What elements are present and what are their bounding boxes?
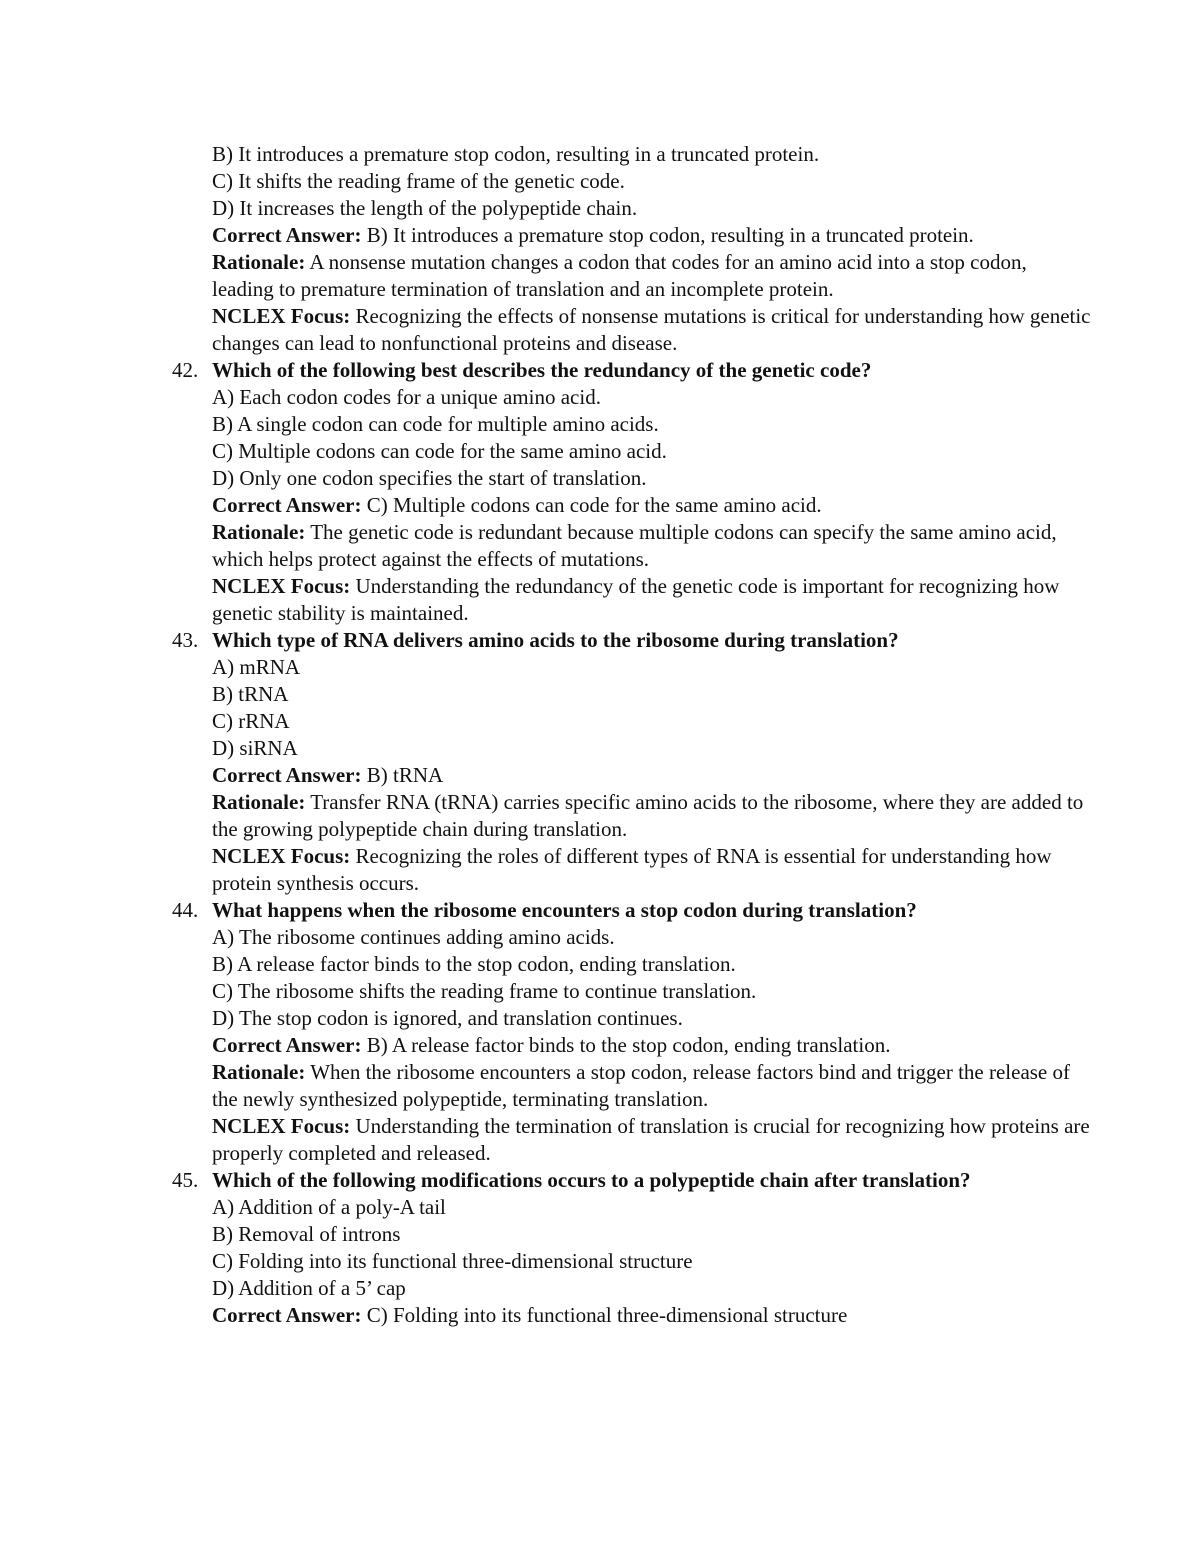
answer-label: Correct Answer: <box>212 1033 362 1057</box>
focus-label: NCLEX Focus: <box>212 844 351 868</box>
question-number: 43. <box>172 628 199 652</box>
answer-text: B) It introduces a premature stop codon, resulting in a truncated protein. <box>366 223 974 247</box>
focus-text: Understanding the termination of translation is crucial for recognizing how proteins are properly completed and released. <box>212 1114 1090 1165</box>
rationale-text: Transfer RNA (tRNA) carries specific amino acids to the ribosome, where they are added to the growing polypeptide chain during translation. <box>212 790 1084 841</box>
q45-question <box>172 1167 1092 1194</box>
answer-text: B) A release factor binds to the stop codon, ending translation. <box>366 1033 891 1057</box>
rationale-text: When the ribosome encounters a stop codon, release factors bind and trigger the release of the newly synthesized polypeptide, terminating translation. <box>212 1060 1070 1111</box>
q41-correct-answer <box>212 222 1092 249</box>
q42-nclex-focus <box>212 573 1092 627</box>
q45-option-d: D) Addition of a 5’ cap <box>212 1276 406 1300</box>
q44-correct-answer <box>212 1032 1092 1059</box>
answer-label: Correct Answer: <box>212 763 362 787</box>
q41-option-b: B) It introduces a premature stop codon, resulting in a truncated protein. <box>212 142 820 166</box>
q43-option-c: C) rRNA <box>212 709 290 733</box>
rationale-text: The genetic code is redundant because multiple codons can specify the same amino acid, which helps protect against the effects of mutations. <box>212 520 1057 571</box>
q41-option-c: C) It shifts the reading frame of the genetic code. <box>212 169 625 193</box>
q43-option-b: B) tRNA <box>212 682 289 706</box>
q41-option-d: D) It increases the length of the polypeptide chain. <box>212 196 638 220</box>
q44-option-c: C) The ribosome shifts the reading frame to continue translation. <box>212 979 757 1003</box>
focus-text: Recognizing the roles of different types of RNA is essential for understanding how protein synthesis occurs. <box>212 844 1052 895</box>
question-text: What happens when the ribosome encounters a stop codon during translation? <box>212 898 917 922</box>
rationale-label: Rationale: <box>212 1060 306 1084</box>
q43-question <box>172 627 1092 654</box>
q45-option-b: B) Removal of introns <box>212 1222 401 1246</box>
rationale-label: Rationale: <box>212 520 306 544</box>
q45-option-c: C) Folding into its functional three-dimensional structure <box>212 1249 693 1273</box>
q44-question <box>172 897 1092 924</box>
answer-label: Correct Answer: <box>212 223 362 247</box>
q42-option-a: A) Each codon codes for a unique amino acid. <box>212 385 601 409</box>
q44-nclex-focus <box>212 1113 1092 1167</box>
rationale-label: Rationale: <box>212 250 306 274</box>
page-content <box>172 141 1092 1329</box>
focus-label: NCLEX Focus: <box>212 574 351 598</box>
q43-nclex-focus <box>212 843 1092 897</box>
question-number: 45. <box>172 1168 199 1192</box>
q41-nclex-focus <box>212 303 1092 357</box>
question-text: Which of the following modifications occurs to a polypeptide chain after translation? <box>212 1168 971 1192</box>
answer-label: Correct Answer: <box>212 493 362 517</box>
rationale-label: Rationale: <box>212 790 306 814</box>
answer-text: C) Folding into its functional three-dimensional structure <box>366 1303 848 1327</box>
q42-option-d: D) Only one codon specifies the start of translation. <box>212 466 647 490</box>
question-number: 44. <box>172 898 199 922</box>
q42-option-c: C) Multiple codons can code for the same amino acid. <box>212 439 667 463</box>
q42-rationale <box>212 519 1092 573</box>
answer-label: Correct Answer: <box>212 1303 362 1327</box>
q43-rationale <box>212 789 1092 843</box>
q44-option-a: A) The ribosome continues adding amino acids. <box>212 925 615 949</box>
q44-option-b: B) A release factor binds to the stop codon, ending translation. <box>212 952 736 976</box>
answer-text: C) Multiple codons can code for the same amino acid. <box>366 493 822 517</box>
q41-rationale <box>212 249 1092 303</box>
focus-label: NCLEX Focus: <box>212 1114 351 1138</box>
focus-text: Understanding the redundancy of the genetic code is important for recognizing how genetic stability is maintained. <box>212 574 1060 625</box>
q44-option-d: D) The stop codon is ignored, and translation continues. <box>212 1006 683 1030</box>
q42-correct-answer <box>212 492 1092 519</box>
question-number: 42. <box>172 358 199 382</box>
q44-rationale <box>212 1059 1092 1113</box>
focus-label: NCLEX Focus: <box>212 304 351 328</box>
q45-option-a: A) Addition of a poly-A tail <box>212 1195 446 1219</box>
question-text: Which type of RNA delivers amino acids to the ribosome during translation? <box>212 628 899 652</box>
q42-question <box>172 357 1092 384</box>
rationale-text: A nonsense mutation changes a codon that codes for an amino acid into a stop codon, leading to premature termination of translation and an incomplete protein. <box>212 250 1027 301</box>
q43-option-a: A) mRNA <box>212 655 301 679</box>
question-text: Which of the following best describes the redundancy of the genetic code? <box>212 358 872 382</box>
q42-option-b: B) A single codon can code for multiple amino acids. <box>212 412 659 436</box>
focus-text: Recognizing the effects of nonsense mutations is critical for understanding how genetic changes can lead to nonfunctional proteins and disease. <box>212 304 1091 355</box>
q45-correct-answer <box>212 1302 1092 1329</box>
answer-text: B) tRNA <box>366 763 444 787</box>
q43-correct-answer <box>212 762 1092 789</box>
q43-option-d: D) siRNA <box>212 736 298 760</box>
